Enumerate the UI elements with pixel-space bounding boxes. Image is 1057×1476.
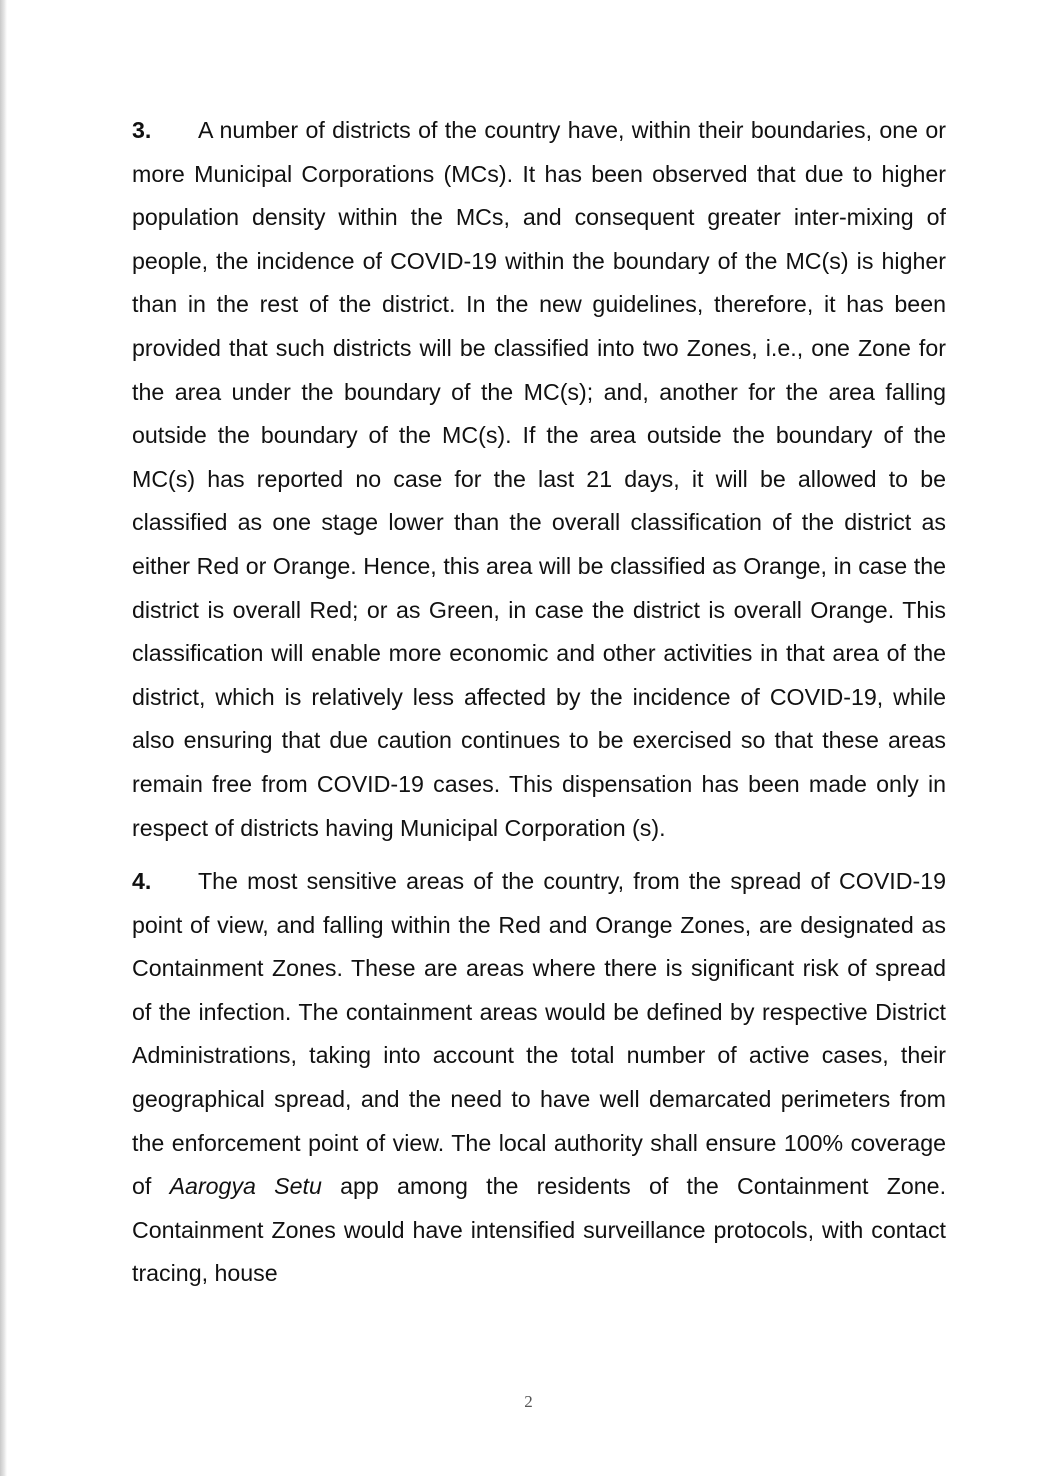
app-name-italic: Aarogya Setu	[169, 1173, 322, 1200]
page-edge-shadow	[0, 0, 7, 1476]
paragraph-number: 4.	[132, 868, 152, 895]
document-body	[132, 109, 946, 1296]
paragraph-text: app among the residents of the Containment Zone. Containment Zones would have intensified surveillance protocols, with contact tracing, house	[132, 1173, 947, 1287]
paragraph-text: The most sensitive areas of the country, from the spread of COVID-19 point of view, and falling within the Red and Orange Zones, are designated as Containment Zones. These are areas where there is significant risk of spread of the infection. The containment areas would be defined by respective District Administrations, taking into account the total number of active cases, their geographical spread, and the need to have well demarcated perimeters from the enforcement point of view. The local authority shall ensure 100% coverage of	[132, 868, 946, 1200]
page-number: 2	[524, 1392, 533, 1411]
paragraph-text: A number of districts of the country have, within their boundaries, one or more Municipal Corporations (MCs). It has been observed that due to higher population density within the MCs, and consequent greater inter-mixing of people, the incidence of COVID-19 within the boundary of the MC(s) is higher than in the rest of the district. In the new guidelines, therefore, it has been provided that such districts will be classified into two Zones, i.e., one Zone for the area under the boundary of the MC(s); and, another for the area falling outside the boundary of the MC(s). If the area outside the boundary of the MC(s) has reported no case for the last 21 days, it will be allowed to be classified as one stage lower than the overall classification of the district as either Red or Orange. Hence, this area will be classified as Orange, in case the district is overall Red; or as Green, in case the district is overall Orange. This classification will enable more economic and other activities in that area of the district, which is relatively less affected by the incidence of COVID-19, while also ensuring that due caution continues to be exercised so that these areas remain free from COVID-19 cases. This dispensation has been made only in respect of districts having Municipal Corporation (s).	[132, 117, 946, 841]
paragraph-number: 3.	[132, 117, 152, 143]
paragraph-3	[132, 109, 946, 850]
paragraph-4	[132, 860, 946, 1296]
